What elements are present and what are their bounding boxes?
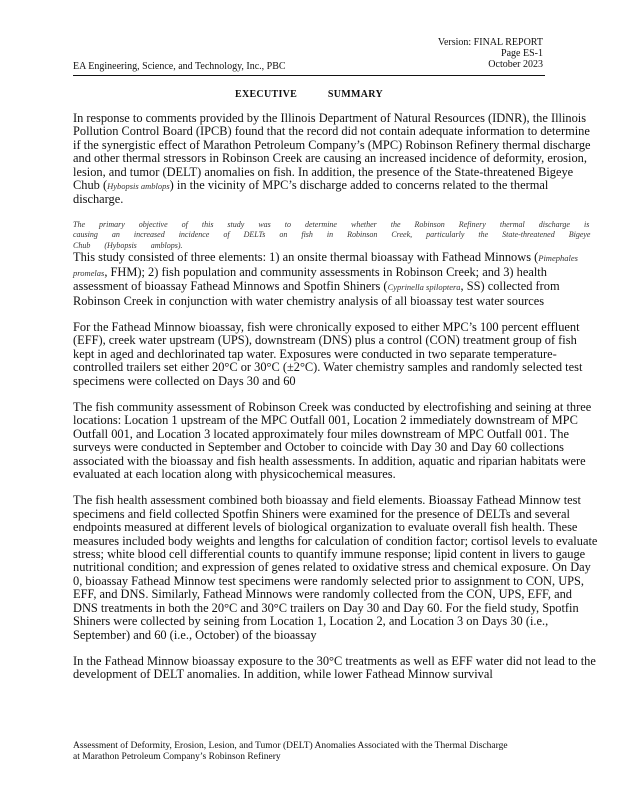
page-footer <box>73 741 553 763</box>
text-run: In response to comments provided by the Illinois Department of Natural Resources (IDNR), the Illinois Pollution Control Board (IPCB) found that the record did not contain adequate information to determine if the synergistic effect of Marathon Petroleum Company’s (MPC) Robinson Refinery thermal discharge and other thermal stressors in Robinson Creek are causing an increased incidence of deformity, erosion, lesion, and tumor (DELT) anomalies on fish. In addition, the presence of the State-threatened Bigeye Chub ( <box>73 111 591 193</box>
text-run: , FHM); 2) fish population and community assessments in Robinson Creek; and 3) health assessment of bioassay Fathead Minnows and Spotfin Shiners ( <box>73 264 547 294</box>
species-name: Hybopsis amblops <box>107 181 170 192</box>
version-label: Version: FINAL REPORT <box>437 37 543 48</box>
species-name: Cyprinella spiloptera <box>387 282 461 293</box>
text-run: This study consisted of three elements: 1) an onsite thermal bioassay with Fathead Minnows ( <box>73 250 539 265</box>
text-run: ) in the vicinity of MPC’s discharge added to concerns related to the thermal discharge. <box>73 178 549 207</box>
footer-line-1: Assessment of Deformity, Erosion, Lesion, and Tumor (DELT) Anomalies Associated with the Thermal Discharge <box>73 741 508 751</box>
species-name: Pimephales promelas <box>73 253 578 278</box>
page-title: EXECUTIVE SUMMARY <box>234 89 384 100</box>
header-right <box>438 37 543 70</box>
objective-note: The primary objective of this study was to determine whether the Robinson Refinery thermal discharge is causing an increased incidence of DELTs on fish in Robinson Creek, particularly the State-threatened Bigeye Chub (Hybopsis amblops). <box>73 219 591 250</box>
paragraph-intro-cont <box>73 251 598 308</box>
text-run: , SS) collected from Robinson Creek in conjunction with water chemistry analysis of all bioassay test water sources <box>73 279 560 308</box>
report-date: October 2023 <box>488 59 543 70</box>
paragraph-intro <box>73 112 598 207</box>
footer-line-2: at Marathon Petroleum Company’s Robinson Refinery <box>73 752 281 762</box>
paragraph-community: The fish community assessment of Robinson Creek was conducted by electrofishing and seining at three locations: Location 1 upstream of the MPC Outfall 001, Location 2 immediately downstream of MPC Outfall 001, and Location 3 located approximately four miles downstream of MPC Outfall 001. The surveys were conducted in September and October to coincide with Day 30 and Day 60 collections associated with the bioassay and fish health assessments. In addition, aquatic and riparian habitats were evaluated at each location along with physicochemical measures. <box>73 400 592 482</box>
company-name: EA Engineering, Science, and Technology, Inc., PBC <box>73 61 286 72</box>
report-body <box>73 112 598 695</box>
page-number: Page ES-1 <box>501 48 543 59</box>
paragraph-health: The fish health assessment combined both bioassay and field elements. Bioassay Fathead Minnow test specimens and field collected Spotfin Shiners were examined for the presence of DELTs and several endpoints measured at different levels of biological organization to evaluate overall fish health. These measures included body weights and lengths for calculation of condition factor; cortisol levels to evaluate stress; white blood cell differential counts to quantify immune response; lipid content in livers to gauge nutritional condition; and expression of genes related to oxidative stress and chemical exposure. On Day 0, bioassay Fathead Minnow test specimens were randomly selected prior to assignment to CON, UPS, EFF, and DNS. Similarly, Fathead Minnows were randomly collected from the CON, UPS, EFF, and DNS treatments in both the 20°C and 30°C trailers on Day 30 and Day 60. For the field study, Spotfin Shiners were collected by seining from Location 1, Location 2, and Location 3 on Days 30 (i.e., September) and 60 (i.e., October) of the bioassay <box>73 493 598 642</box>
header-divider <box>73 75 545 76</box>
paragraph-bioassay: For the Fathead Minnow bioassay, fish were chronically exposed to either MPC’s 100 percent effluent (EFF), creek water upstream (UPS), downstream (DNS) plus a control (CON) treatment group of fish kept in aged and dechlorinated tap water. Exposures were conducted in two separate temperature-controlled trailers set either 20°C or 30°C (±2°C). Water chemistry samples and randomly selected test specimens were collected on Days 30 and 60 <box>73 319 583 388</box>
paragraph-results: In the Fathead Minnow bioassay exposure to the 30°C treatments as well as EFF water did not lead to the development of DELT anomalies. In addition, while lower Fathead Minnow survival <box>73 653 596 682</box>
